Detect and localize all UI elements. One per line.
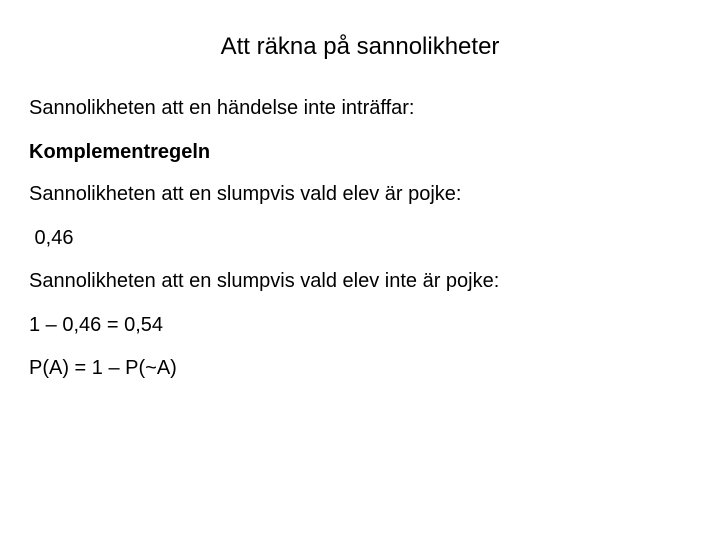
text-line-not-boy-question: Sannolikheten att en slumpvis vald elev inte är pojke: <box>29 270 500 292</box>
slide-title: Att räkna på sannolikheter <box>220 33 500 60</box>
text-line-complement-question: Sannolikheten att en händelse inte inträffar: <box>29 97 415 119</box>
text-line-complement-rule: Komplementregeln <box>29 141 211 163</box>
text-line-formula: P(A) = 1 – P(~A) <box>29 357 177 379</box>
text-line-boy-probability: 0,46 <box>29 227 74 249</box>
text-line-calculation: 1 – 0,46 = 0,54 <box>29 314 164 336</box>
text-line-boy-question: Sannolikheten att en slumpvis vald elev är pojke: <box>29 183 462 205</box>
